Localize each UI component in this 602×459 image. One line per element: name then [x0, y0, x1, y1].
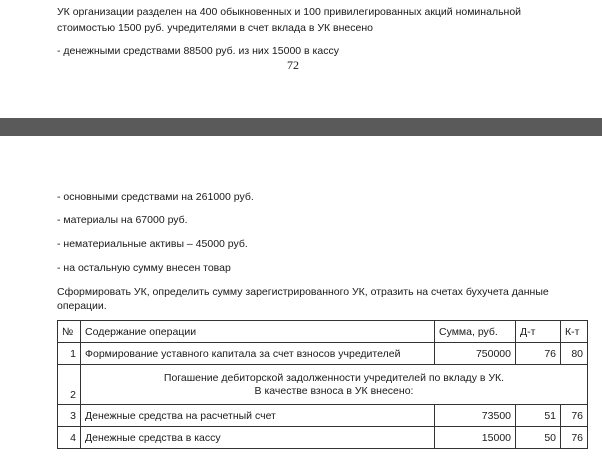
- list-item: - основными средствами на 261000 руб.: [57, 191, 254, 203]
- row-description: Денежные средства на расчетный счет: [81, 405, 435, 427]
- row-debit: 50: [516, 427, 561, 449]
- task-text: операции.: [57, 300, 107, 312]
- row-description: Формирование уставного капитала за счет взносов учредителей: [81, 343, 435, 365]
- row-credit: 80: [561, 343, 588, 365]
- row-number: 3: [58, 405, 81, 427]
- row-sum: 750000: [435, 343, 516, 365]
- row-debit: 51: [516, 405, 561, 427]
- row-sum: 73500: [435, 405, 516, 427]
- row-description-line: Погашение дебиторской задолженности учредителей по вкладу в УК.: [163, 371, 505, 384]
- text-line: стоимостью 1500 руб. учредителями в счет вклада в УК внесено: [57, 22, 373, 34]
- list-item: - материалы на 67000 руб.: [57, 214, 188, 226]
- task-text: Сформировать УК, определить сумму зарегистрированного УК, отразить на счетах бухучета данные: [57, 286, 549, 298]
- header-cell: Содержание операции: [81, 321, 435, 343]
- list-item: - нематериальные активы – 45000 руб.: [57, 238, 248, 250]
- header-cell: К-т: [561, 321, 588, 343]
- text-line: - денежными средствами 88500 руб. из них 15000 в кассу: [57, 45, 339, 57]
- row-sum: 15000: [435, 427, 516, 449]
- row-debit: 76: [516, 343, 561, 365]
- row-number: 2: [58, 365, 81, 405]
- row-credit: 76: [561, 405, 588, 427]
- operations-table: [57, 320, 588, 449]
- table-header-row: [58, 321, 588, 343]
- row-description: Денежные средства в кассу: [81, 427, 435, 449]
- row-number: 1: [58, 343, 81, 365]
- header-cell: Сумма, руб.: [435, 321, 516, 343]
- page-separator: [0, 118, 602, 136]
- header-cell: Д-т: [516, 321, 561, 343]
- table-row: [58, 343, 588, 365]
- table-row: [58, 427, 588, 449]
- list-item: - на остальную сумму внесен товар: [57, 262, 231, 274]
- table-row: [58, 365, 588, 405]
- header-cell: №: [58, 321, 81, 343]
- row-credit: 76: [561, 427, 588, 449]
- table-row: [58, 405, 588, 427]
- page-number: 72: [287, 58, 299, 72]
- row-number: 4: [58, 427, 81, 449]
- row-description-line: В качестве взноса в УК внесено:: [254, 384, 414, 397]
- text-line: УК организации разделен на 400 обыкновенных и 100 привилегированных акций номинальной: [57, 6, 522, 18]
- row-description: [81, 365, 588, 405]
- document-page-top: [0, 0, 602, 118]
